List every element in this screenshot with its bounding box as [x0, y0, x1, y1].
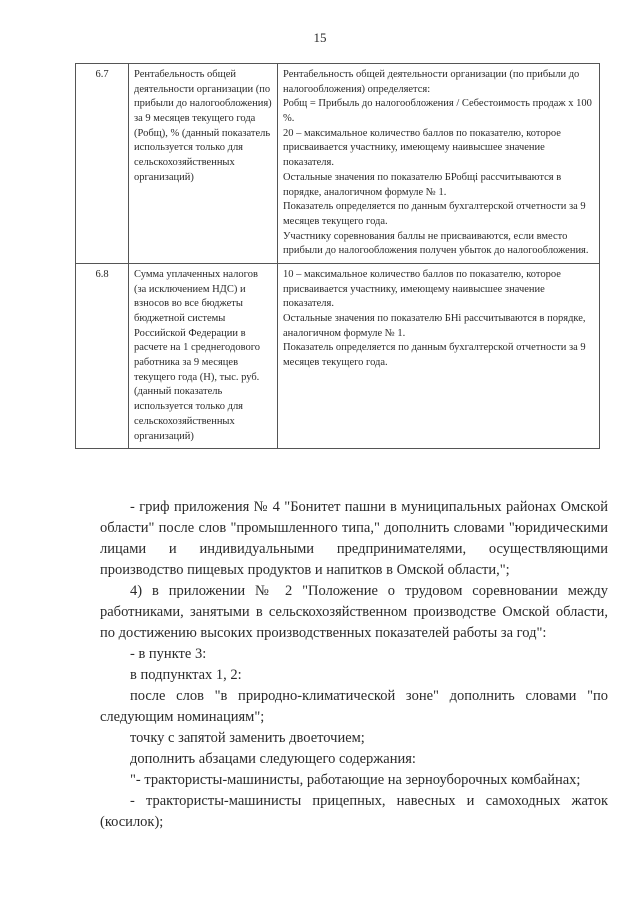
description-line: Остальные значения по показателю БНі рассчитываются в порядке, аналогичном формуле № 1. — [283, 313, 586, 339]
page-number: 15 — [313, 30, 327, 45]
paragraph: - трактористы-машинисты прицепных, навесных и самоходных жаток (косилок); — [100, 793, 608, 831]
paragraph: точку с запятой заменить двоеточием; — [130, 730, 365, 747]
indicator-description — [278, 263, 600, 448]
paragraph: в подпунктах 1, 2: — [130, 667, 242, 684]
paragraph: после слов "в природно-климатической зоне" дополнить словами "по следующим номинациям"; — [100, 688, 608, 726]
paragraph: - гриф приложения № 4 "Бонитет пашни в муниципальных районах Омской области" после слов "промышленного типа," дополнить словами "юридическими лицами и индивидуальными предпринимателями, осуществляющими производство пищевых продуктов и напитков в Омской области,"; — [100, 499, 608, 579]
row-number: 6.7 — [76, 64, 129, 264]
description-line: Рентабельность общей деятельности организации (по прибыли до налогообложения) определяется: — [283, 69, 580, 95]
paragraph: дополнить абзацами следующего содержания: — [130, 751, 416, 768]
row-number: 6.8 — [76, 263, 129, 448]
body-text — [100, 497, 608, 833]
indicator-description — [278, 64, 600, 264]
paragraph: - в пункте 3: — [130, 646, 207, 663]
indicators-table — [75, 63, 600, 449]
description-line: Показатель определяется по данным бухгалтерской отчетности за 9 месяцев текущего года. — [283, 342, 586, 369]
description-line: 20 – максимальное количество баллов по показателю, которое присваивается участнику, имеющему наивысшее значение показателя. — [283, 127, 561, 169]
table-row — [76, 64, 600, 264]
description-line: Участнику соревнования баллы не присваиваются, если вместо прибыли до налогообложения получен убыток до налогообложения. — [283, 230, 589, 257]
indicator-name: Сумма уплаченных налогов (за исключением НДС) и взносов во все бюджеты бюджетной системы Российской Федерации в расчете на 1 среднегодового работника за 9 месяцев текущего года (Н), тыс. руб. (данный показатель используется только для сельскохозяйственных организаций) — [129, 263, 278, 448]
paragraph: "- трактористы-машинисты, работающие на зерноуборочных комбайнах; — [130, 772, 581, 789]
table-row — [76, 263, 600, 448]
description-line: 10 – максимальное количество баллов по показателю, которое присваивается участнику, имеющему наивысшее значение показателя. — [283, 268, 561, 310]
paragraph: 4) в приложении № 2 "Положение о трудовом соревновании между работниками, занятыми в сельскохозяйственном производстве Омской области, по достижению высоких производственных показателей работы за год": — [100, 583, 608, 642]
description-line: Остальные значения по показателю БРобщі рассчитываются в порядке, аналогичном формуле № 1. — [283, 171, 562, 198]
description-line: Показатель определяется по данным бухгалтерской отчетности за 9 месяцев текущего года. — [283, 201, 586, 227]
description-line: Робщ = Прибыль до налогообложения / Себестоимость продаж х 100 %. — [283, 98, 592, 125]
indicator-name: Рентабельность общей деятельности организации (по прибыли до налогообложения) за 9 месяцев текущего года (Робщ), % (данный показатель используется только для сельскохозяйственных организаций) — [129, 64, 278, 264]
